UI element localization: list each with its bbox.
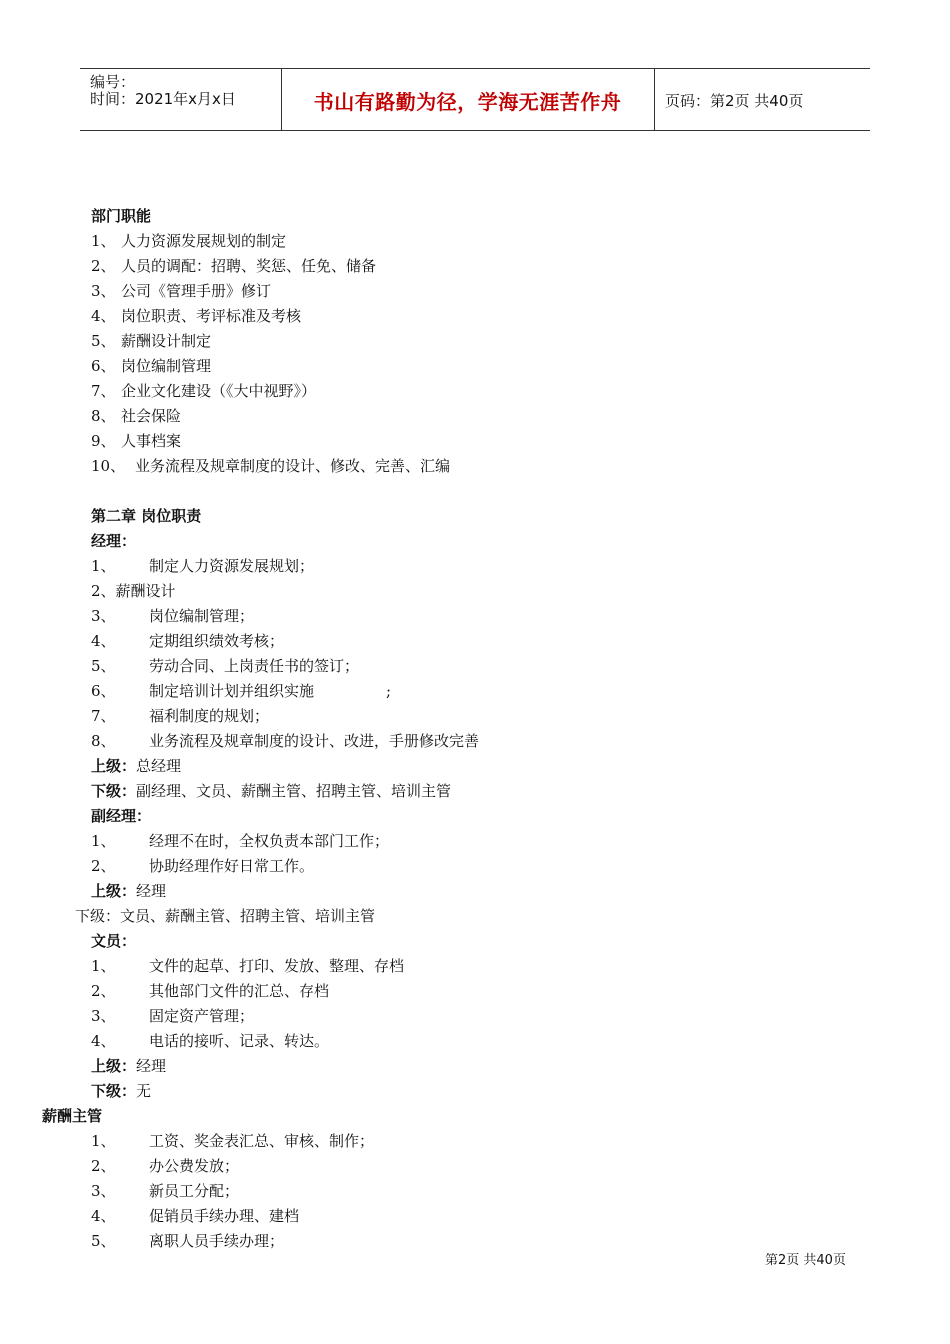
list-item: 5、 劳动合同、上岗责任书的签订； [91,657,360,675]
list-item: 2、 办公费发放； [91,1157,240,1175]
list-item: 9、 人事档案 [91,432,182,450]
number-label: 编号： [90,73,136,91]
list-item: 8、 业务流程及规章制度的设计、改进，手册修改完善 [91,732,480,750]
list-item: 1、 工资、奖金表汇总、审核、制作； [91,1132,375,1150]
deputy-subordinate: 下级：文员、薪酬主管、招聘主管、培训主管 [75,907,376,925]
clerk-subordinate: 下级：无 [91,1082,152,1100]
list-item: 2、 协助经理作好日常工作。 [91,857,315,875]
motto: 书山有路勤为径，学海无涯苦作舟 [313,90,622,114]
list-item: 3、 岗位编制管理； [91,607,255,625]
list-item: 10、 业务流程及规章制度的设计、修改、完善、汇编 [91,457,451,475]
deputy-title: 副经理： [91,807,152,825]
chapter-title: 第二章 岗位职责 [91,507,202,525]
time-label: 时间：2021年x月x日 [90,90,236,108]
list-item: 1、 制定人力资源发展规划； [91,557,315,575]
list-item: 4、 促销员手续办理、建档 [91,1207,300,1225]
list-item: 3、 公司《管理手册》修订 [91,282,272,300]
list-item: 2、 人员的调配：招聘、奖惩、任免、储备 [91,257,377,275]
list-item: 7、 福利制度的规划； [91,707,270,725]
manager-title: 经理： [91,532,137,550]
list-item: 4、 定期组织绩效考核； [91,632,285,650]
clerk-title: 文员： [91,932,137,950]
list-item: 1、 文件的起草、打印、发放、整理、存档 [91,957,405,975]
list-item: 1、 经理不在时，全权负责本部门工作； [91,832,390,850]
list-item: 1、 人力资源发展规划的制定 [91,232,287,250]
list-item: 7、 企业文化建设（《大中视野》） [91,382,317,400]
header-page-cell [655,69,870,130]
list-item: 3、 新员工分配； [91,1182,240,1200]
payroll-title: 薪酬主管 [42,1107,103,1125]
list-item: 2、 其他部门文件的汇总、存档 [91,982,330,1000]
page-header [80,68,870,131]
list-item: 2、薪酬设计 [91,582,176,600]
header-page-info: 页码：第2页 共40页 [665,92,804,110]
list-item: 6、 岗位编制管理 [91,357,212,375]
list-item: 3、 固定资产管理； [91,1007,255,1025]
header-motto-cell [281,69,655,130]
list-item: 5、 离职人员手续办理； [91,1232,285,1250]
list-item: 5、 薪酬设计制定 [91,332,212,350]
header-left-cell [80,69,282,130]
manager-superior: 上级：总经理 [91,757,182,775]
list-item: 6、 制定培训计划并组织实施 ; [91,682,392,700]
dept-functions-title: 部门职能 [91,207,152,225]
deputy-superior: 上级：经理 [91,882,167,900]
list-item: 8、 社会保险 [91,407,182,425]
list-item: 4、 岗位职责、考评标准及考核 [91,307,302,325]
manager-subordinate: 下级：副经理、文员、薪酬主管、招聘主管、培训主管 [91,782,452,800]
clerk-superior: 上级：经理 [91,1057,167,1075]
list-item: 4、 电话的接听、记录、转达。 [91,1032,330,1050]
footer-page-info: 第2页 共40页 [765,1253,846,1268]
